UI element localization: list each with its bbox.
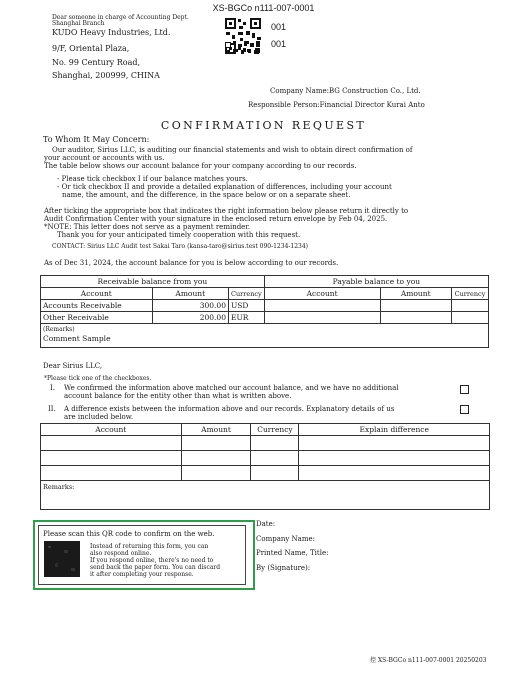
dear-auditor: Dear Sirius LLC, <box>43 362 103 370</box>
empty-cell <box>451 300 488 312</box>
option-2-line-2: are included below. <box>64 413 134 421</box>
thanks-line: Thank you for your anticipated timely cooperation with this request. <box>57 231 301 239</box>
diff-explain-input[interactable] <box>299 466 490 481</box>
col-currency: Currency <box>228 288 264 300</box>
remarks-label: (Remarks) <box>43 326 75 333</box>
empty-cell <box>380 312 451 324</box>
salutation: To Whom It May Concern: <box>43 135 150 144</box>
row-amount: 300.00 <box>152 300 228 312</box>
empty-cell <box>380 300 451 312</box>
payable-header: Payable balance to you <box>264 276 488 288</box>
intro-line-3: The table below shows our account balance for your company according to our records. <box>44 162 357 170</box>
row-currency: USD <box>228 300 264 312</box>
web-box-line-1: Instead of returning this form, you can <box>90 543 209 550</box>
row-account: Accounts Receivable <box>41 300 153 312</box>
table-row <box>41 451 490 466</box>
diff-explain-input[interactable] <box>299 451 490 466</box>
intro-line-1: Our auditor, Sirius LLC, is auditing our financial statements and wish to obtain direct confirmation of <box>52 146 413 154</box>
empty-cell <box>451 312 488 324</box>
empty-cell <box>264 312 380 324</box>
option-1-number: I. <box>50 384 55 392</box>
option-1-line-2: account balance for the entity other than what is written above. <box>64 392 292 400</box>
intro-line-2: your account or accounts with us. <box>44 154 165 162</box>
row-amount: 200.00 <box>152 312 228 324</box>
code-1: 001 <box>271 22 287 32</box>
footer-code: 控 XS-BGCo n111-007-0001 20250203 <box>370 657 487 664</box>
address-line-3: Shanghai, 200999, CHINA <box>52 71 160 80</box>
remarks-cell <box>41 324 489 348</box>
instruction-2: - Or tick checkbox II and provide a detailed explanation of differences, including your account <box>57 183 392 191</box>
contact-line: CONTACT: Sirius LLC Audit test Sakai Taro (kansa-taro@sirius.test 090-1234-1234) <box>52 243 309 250</box>
table-row <box>41 466 490 481</box>
web-box-title: Please scan this QR code to confirm on the web. <box>43 530 215 538</box>
instruction-3: name, the amount, and the difference, in the space below or on a separate sheet. <box>62 191 351 199</box>
difference-table <box>40 423 490 510</box>
page-title: CONFIRMATION REQUEST <box>160 119 367 132</box>
checkbox-option-2[interactable] <box>460 405 469 414</box>
diff-amount-input[interactable] <box>181 436 251 451</box>
col-amount: Amount <box>152 288 228 300</box>
diff-amount-input[interactable] <box>181 451 251 466</box>
table-row <box>41 436 490 451</box>
return-line-1: After ticking the appropriate box that indicates the right information below please return it directly to <box>44 207 409 215</box>
web-box-line-4: send back the paper form. You can discard <box>90 564 221 571</box>
signature-printed-name: Printed Name, Title: <box>256 549 329 557</box>
diff-currency-input[interactable] <box>251 436 299 451</box>
web-box-line-5: it after completing your response. <box>90 571 194 578</box>
col-account: Account <box>41 288 153 300</box>
note-line: *NOTE: This letter does not serve as a payment reminder. <box>44 223 251 231</box>
diff-amount-input[interactable] <box>181 466 251 481</box>
col-amount: Amount <box>380 288 451 300</box>
balance-table <box>40 275 489 348</box>
diff-remarks-label: Remarks: <box>43 483 75 491</box>
return-line-2: Audit Confirmation Center with your signature in the enclosed return envelope by Feb 04, 2025. <box>44 215 388 223</box>
signature-by: By (Signature): <box>256 564 311 572</box>
diff-col-currency: Currency <box>251 424 299 436</box>
table-row <box>41 312 489 324</box>
table-row <box>41 300 489 312</box>
document-id: XS-BGCo n111-007-0001 <box>212 3 315 13</box>
row-account: Other Receivable <box>41 312 153 324</box>
sender-company: Company Name:BG Construction Co., Ltd. <box>270 87 421 95</box>
empty-cell <box>264 300 380 312</box>
diff-account-input[interactable] <box>41 466 182 481</box>
instruction-1: - Please tick checkbox I if our balance matches yours. <box>57 175 248 183</box>
diff-col-explain: Explain difference <box>299 424 490 436</box>
recipient-dept: Dear someone in charge of Accounting Dept. <box>52 14 189 21</box>
diff-currency-input[interactable] <box>251 466 299 481</box>
as-of-line: As of Dec 31, 2024, the account balance for you is below according to our records. <box>44 259 339 267</box>
signature-company: Company Name: <box>256 535 315 543</box>
web-box-line-2: also respond online. <box>90 550 152 557</box>
col-account: Account <box>264 288 380 300</box>
diff-col-account: Account <box>41 424 182 436</box>
diff-col-amount: Amount <box>181 424 251 436</box>
checkbox-option-1[interactable] <box>460 385 469 394</box>
address-line-2: No. 99 Century Road, <box>52 58 141 67</box>
diff-remarks-cell[interactable] <box>41 481 490 510</box>
code-2: 001 <box>271 39 287 49</box>
option-2-line-1: A difference exists between the information above and our records. Explanatory details of us <box>64 405 395 413</box>
diff-account-input[interactable] <box>41 436 182 451</box>
address-line-1: 9/F, Oriental Plaza, <box>52 44 130 53</box>
option-2-number: II. <box>48 405 56 413</box>
qr-code-bottom-icon <box>224 40 262 56</box>
sender-person: Responsible Person:Financial Director Kurai Anto <box>248 101 425 109</box>
tick-instruction: *Please tick one of the checkboxes. <box>44 375 152 382</box>
remarks-value: Comment Sample <box>43 334 111 343</box>
diff-account-input[interactable] <box>41 451 182 466</box>
web-box-line-3: If you respond online, there's no need to <box>90 557 214 564</box>
row-currency: EUR <box>228 312 264 324</box>
diff-currency-input[interactable] <box>251 451 299 466</box>
signature-date: Date: <box>256 520 276 528</box>
qr-code-web-icon[interactable] <box>44 541 80 577</box>
option-1-line-1: We confirmed the information above matched our account balance, and we have no additional <box>64 384 399 392</box>
col-currency: Currency <box>451 288 488 300</box>
recipient-company: KUDO Heavy Industries, Ltd. <box>52 28 171 37</box>
recipient-branch: Shanghai Branch <box>52 20 105 27</box>
diff-explain-input[interactable] <box>299 436 490 451</box>
receivable-header: Receivable balance from you <box>41 276 265 288</box>
